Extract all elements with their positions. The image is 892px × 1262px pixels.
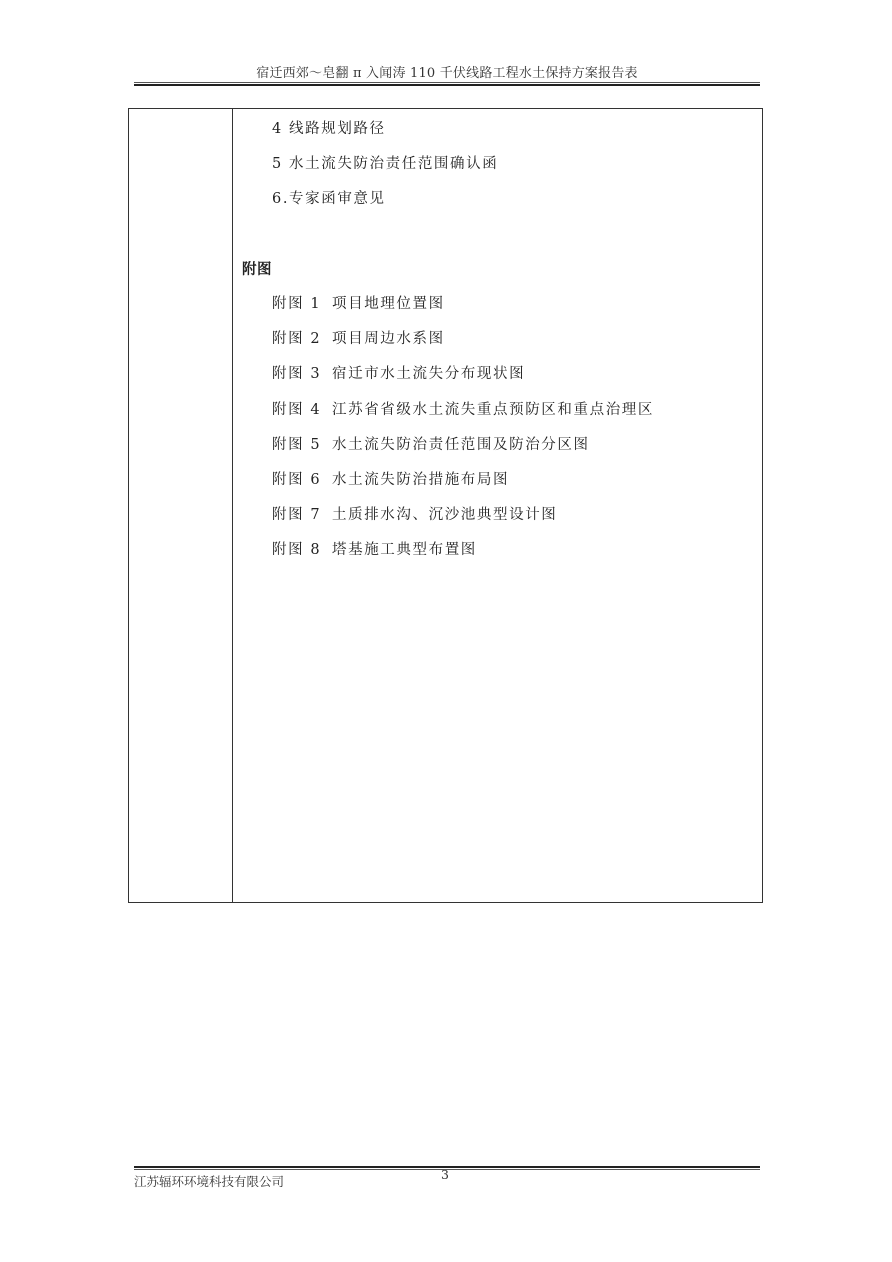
footer-company: 江苏辐环环境科技有限公司 xyxy=(134,1174,285,1189)
figure-title: 宿迁市水土流失分布现状图 xyxy=(332,366,526,382)
figure-title: 塔基施工典型布置图 xyxy=(332,542,477,558)
figure-item xyxy=(272,327,445,348)
figure-title: 项目周边水系图 xyxy=(332,331,445,347)
figure-item xyxy=(272,398,654,419)
figure-item xyxy=(272,433,590,454)
figure-title: 土质排水沟、沉沙池典型设计图 xyxy=(332,507,558,523)
figure-label: 附图 2 xyxy=(272,331,322,347)
figure-item xyxy=(272,503,557,524)
figure-title: 项目地理位置图 xyxy=(332,296,445,312)
header-rule-thick xyxy=(134,84,760,86)
figure-item xyxy=(272,468,509,489)
figure-item xyxy=(272,292,445,313)
figure-label: 附图 8 xyxy=(272,542,322,558)
attachment-item: 4 线路规划路径 xyxy=(272,121,386,137)
header-title: 宿迁西郊～皂翻 π 入闻涛 110 千伏线路工程水土保持方案报告表 xyxy=(256,66,638,81)
attachment-item: 6.专家函审意见 xyxy=(272,191,386,207)
figure-label: 附图 7 xyxy=(272,507,322,523)
figures-heading: 附图 xyxy=(242,261,272,278)
figure-item xyxy=(272,362,525,383)
figure-title: 江苏省省级水土流失重点预防区和重点治理区 xyxy=(332,402,654,418)
figure-label: 附图 3 xyxy=(272,366,322,382)
attachment-item: 5 水土流失防治责任范围确认函 xyxy=(272,156,499,172)
figure-label: 附图 6 xyxy=(272,472,322,488)
figure-label: 附图 5 xyxy=(272,437,322,453)
figure-label: 附图 4 xyxy=(272,402,322,418)
figure-title: 水土流失防治责任范围及防治分区图 xyxy=(332,437,590,453)
table-column-divider xyxy=(232,108,233,903)
figure-item xyxy=(272,538,477,559)
page-number: 3 xyxy=(441,1167,449,1182)
header-rule xyxy=(134,82,760,83)
figure-title: 水土流失防治措施布局图 xyxy=(332,472,510,488)
figure-label: 附图 1 xyxy=(272,296,322,312)
